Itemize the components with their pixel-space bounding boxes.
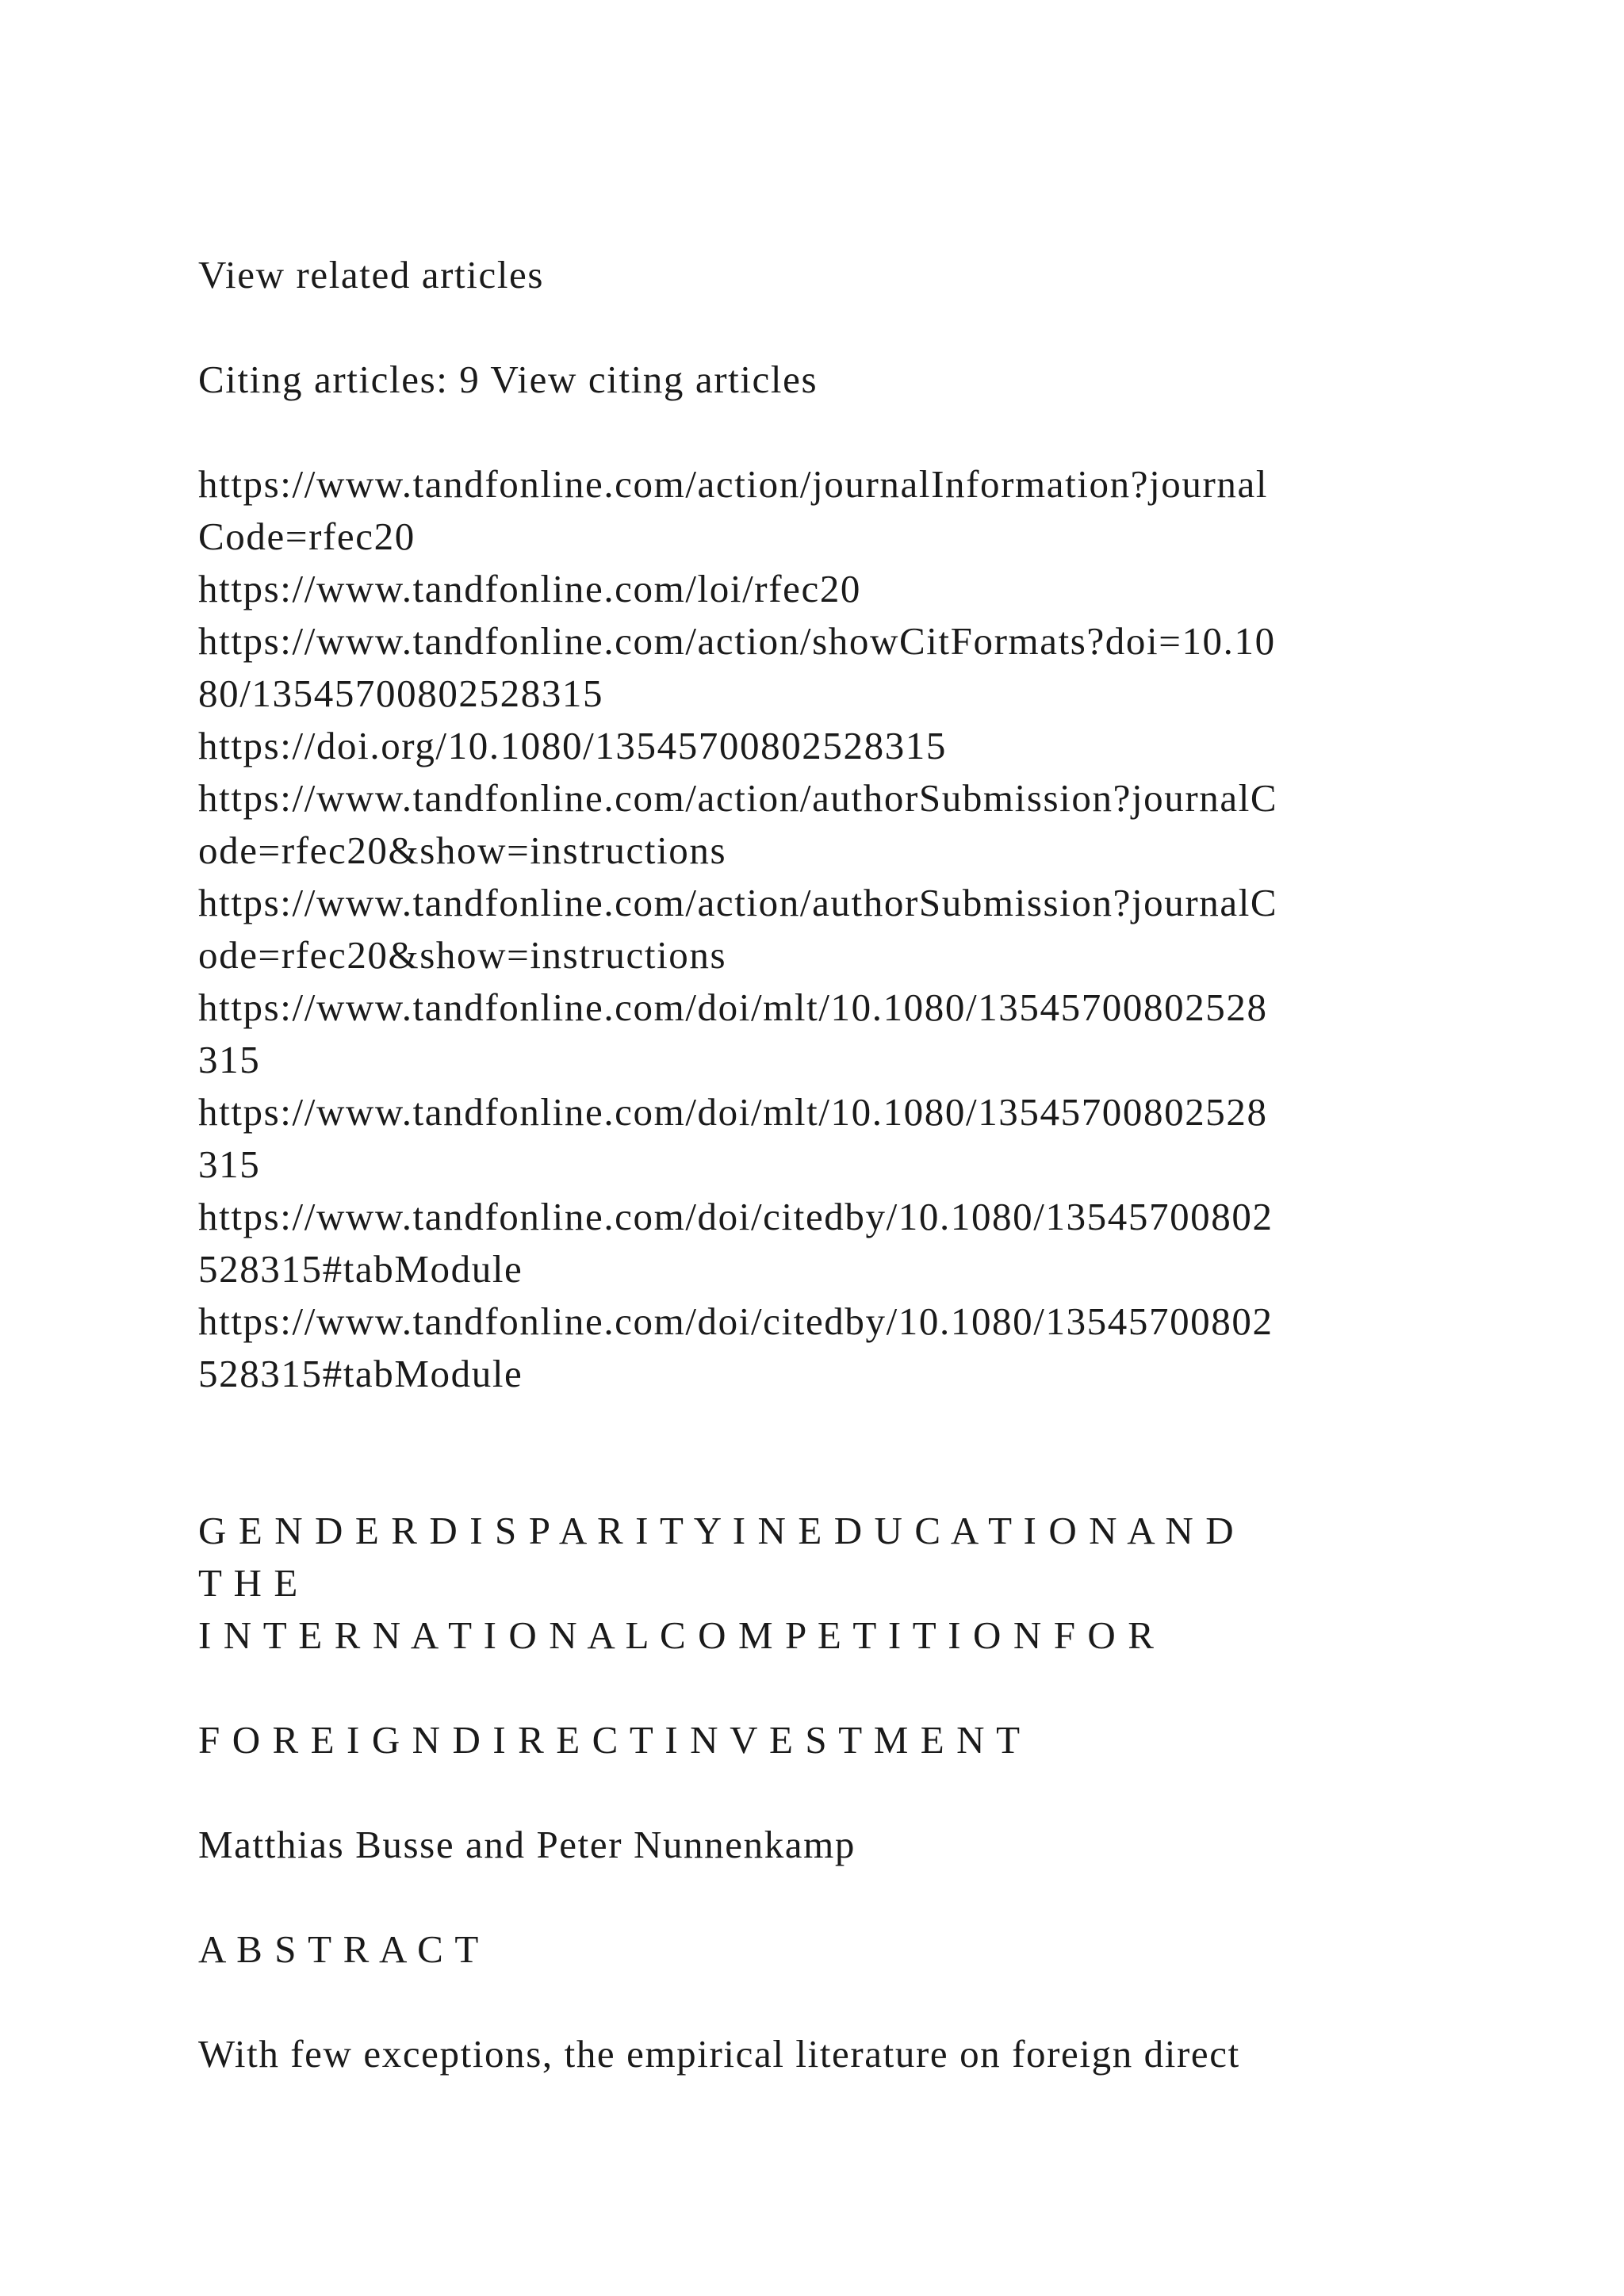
abstract-text: With few exceptions, the empirical literature on foreign direct: [198, 2032, 1240, 2076]
link-line: Code=rfec20: [198, 515, 416, 558]
view-related-articles: View related articles: [198, 253, 545, 297]
link-line: 528315#tabModule: [198, 1352, 523, 1395]
link-line: https://www.tandfonline.com/doi/citedby/10.1080/13545700802: [198, 1299, 1274, 1343]
link-line: https://www.tandfonline.com/action/authorSubmission?journalC: [198, 776, 1278, 820]
link-line: 315: [198, 1038, 261, 1081]
link-line: ode=rfec20&show=instructions: [198, 828, 727, 872]
link-line: https://www.tandfonline.com/loi/rfec20: [198, 567, 862, 610]
link-line: https://www.tandfonline.com/doi/mlt/10.1080/13545700802528: [198, 985, 1268, 1029]
link-line: https://www.tandfonline.com/action/journalInformation?journal: [198, 462, 1269, 506]
link-line: 80/13545700802528315: [198, 672, 604, 715]
link-line: ode=rfec20&show=instructions: [198, 933, 727, 977]
article-title-line: I N T E R N A T I O N A L C O M P E T I T I O N F O R: [198, 1613, 1155, 1657]
link-line: https://doi.org/10.1080/13545700802528315: [198, 724, 948, 767]
link-line: https://www.tandfonline.com/action/showCitFormats?doi=10.10: [198, 619, 1276, 663]
article-title-line: F O R E I G N D I R E C T I N V E S T M E N T: [198, 1718, 1021, 1762]
link-line: https://www.tandfonline.com/action/authorSubmission?journalC: [198, 881, 1278, 924]
article-title-line: T H E: [198, 1561, 299, 1605]
abstract-heading: A B S T R A C T: [198, 1927, 480, 1971]
link-line: 528315#tabModule: [198, 1247, 523, 1291]
link-line: 315: [198, 1142, 261, 1186]
citing-articles: Citing articles: 9 View citing articles: [198, 358, 818, 401]
article-authors: Matthias Busse and Peter Nunnenkamp: [198, 1823, 856, 1866]
article-title-line: G E N D E R D I S P A R I T Y I N E D U C A T I O N A N D: [198, 1509, 1235, 1552]
link-line: https://www.tandfonline.com/doi/citedby/10.1080/13545700802: [198, 1195, 1274, 1238]
link-line: https://www.tandfonline.com/doi/mlt/10.1080/13545700802528: [198, 1090, 1268, 1134]
